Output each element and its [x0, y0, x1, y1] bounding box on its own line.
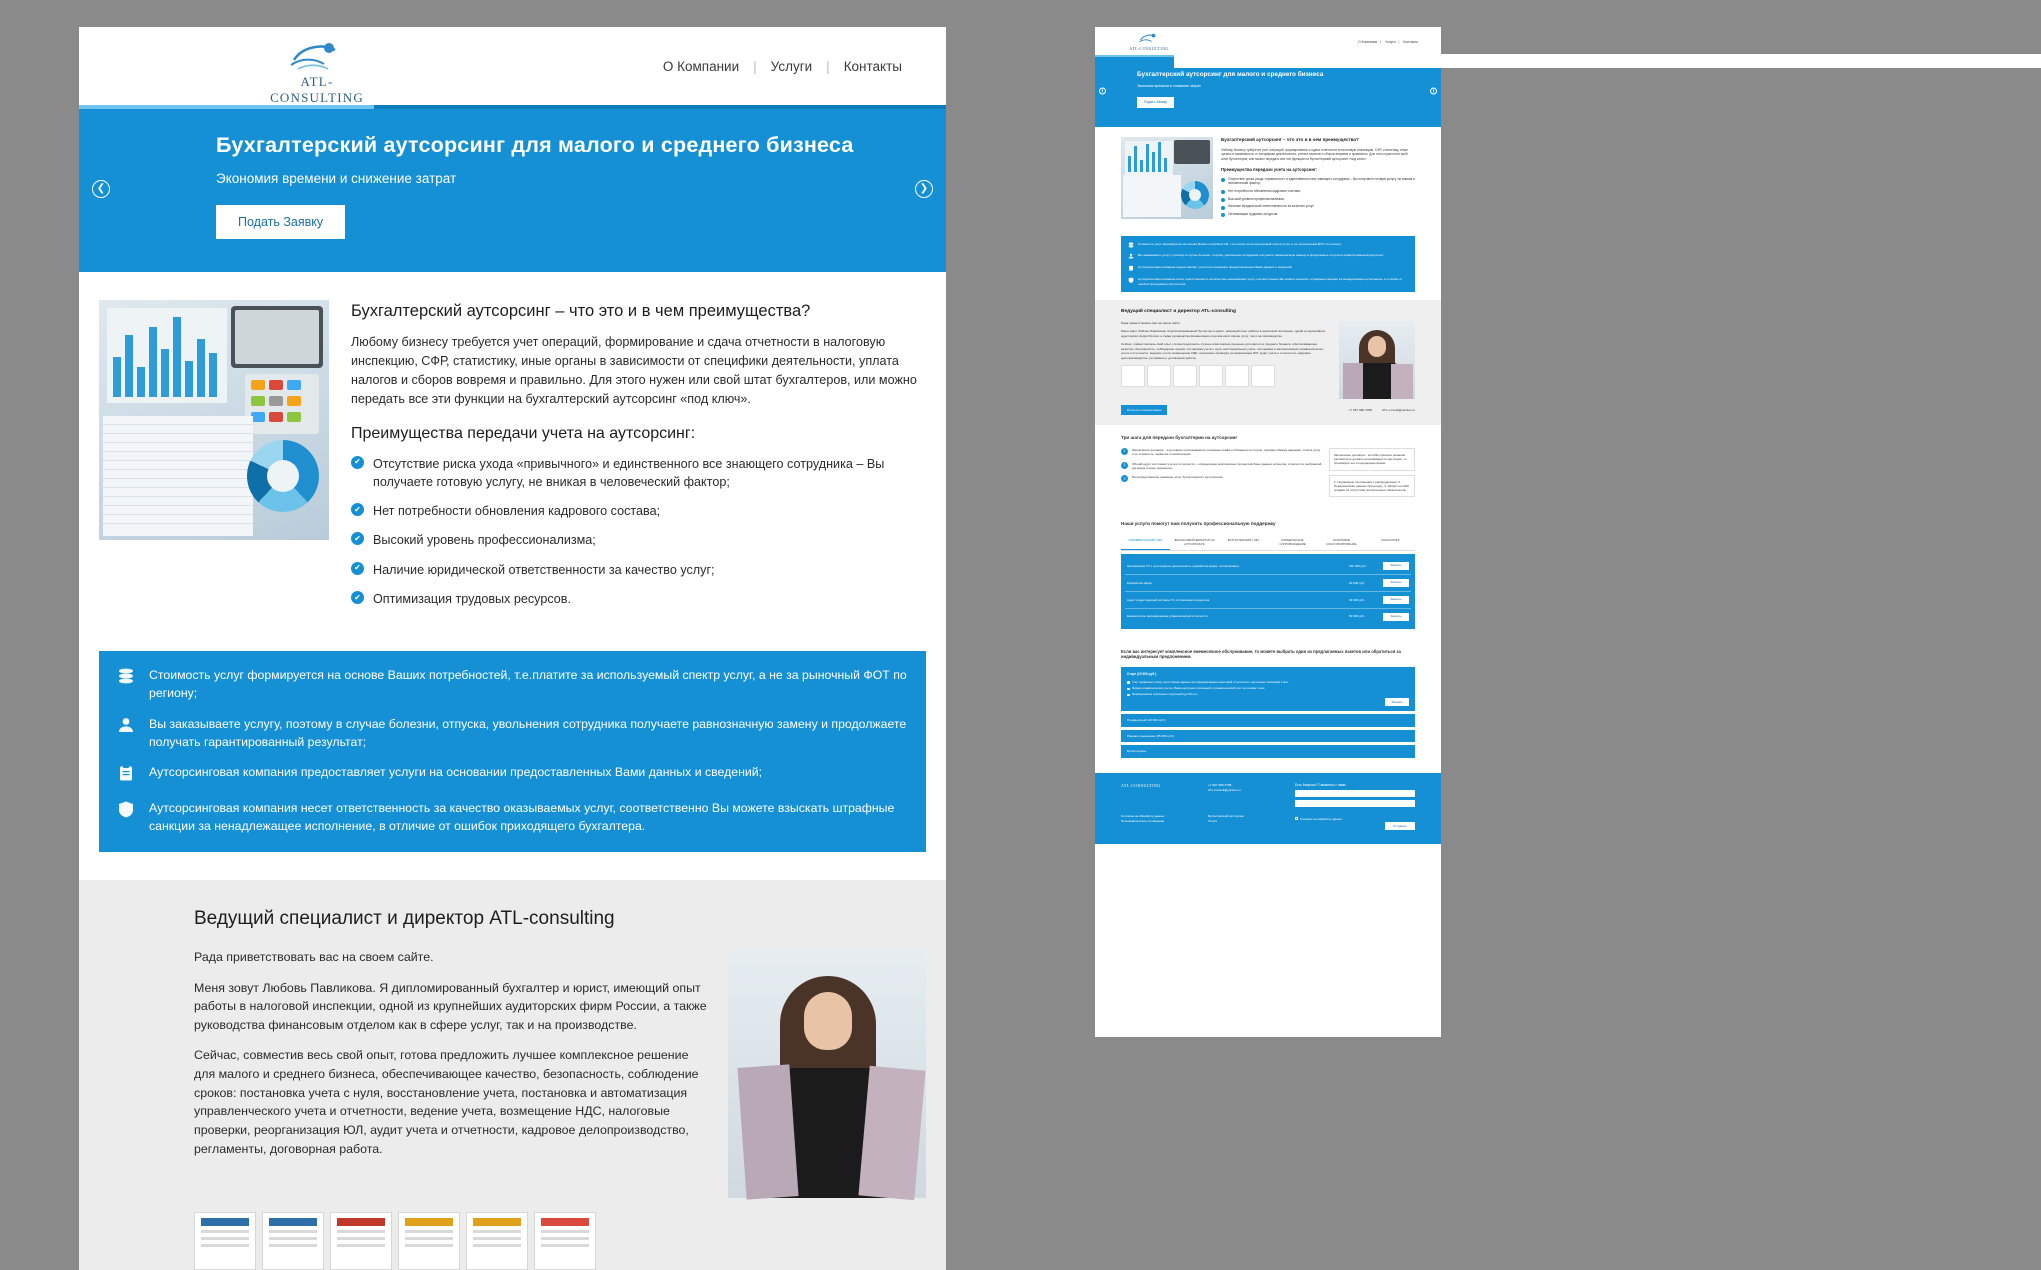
- nav-separator: |: [826, 58, 830, 74]
- step-card: 1. Подписание соглашения о распределении; 2. Передача базы данных бухгалтеру; 3. Запрос на ИНС справки об отсутствии просроченных обязательств.: [1329, 475, 1415, 498]
- clipboard-icon: [1128, 265, 1134, 273]
- thumb-carousel-next-icon[interactable]: ❯: [1430, 88, 1437, 95]
- tablet-shape: [231, 306, 323, 368]
- package-collapsed[interactable]: Бухгалтерия+: [1121, 745, 1415, 757]
- certificate-thumb[interactable]: [1173, 365, 1197, 387]
- list-item: ✔ Нет потребности обновления кадрового состава;: [351, 502, 926, 520]
- certificate-thumb[interactable]: [262, 1212, 324, 1270]
- wave-logo-icon: [288, 41, 346, 71]
- specialist-heading: Ведущий специалист и директор ATL-consulting: [194, 908, 615, 930]
- thumb-about-section: [1095, 127, 1441, 230]
- list-item: Отсутствие риска ухода «привычного» и единственного все знающего сотрудника – Вы получаете готовую услугу, не вникая в человеческий фактор;: [1221, 177, 1415, 186]
- desktop-preview: [79, 27, 946, 1156]
- services-table: [1121, 554, 1415, 629]
- footer-link-privacy[interactable]: Согласие на обработку данных: [1121, 814, 1165, 819]
- advantage-row: [117, 716, 908, 752]
- thumb-packages-section: [1095, 639, 1441, 773]
- table-row: [1125, 558, 1411, 575]
- certificate-thumb[interactable]: [398, 1212, 460, 1270]
- clipboard-icon: [117, 764, 137, 787]
- step-text: Непосредственное оказание услуг бухгалтерского аутсорсинга.: [1132, 475, 1224, 480]
- certificate-thumb[interactable]: [1225, 365, 1249, 387]
- advantage-text: Аутсорсинговая компания несет ответственность за качество оказываемых услуг, соответственно Вы можете взыскать штрафные санкции за ненадлежащее исполнение, в отличие от ошибок приходящего бухгалтера.: [149, 801, 895, 834]
- hero-title: Бухгалтерский аутсорсинг для малого и среднего бизнеса: [216, 133, 854, 157]
- advantage-text: Аутсорсинговая компания несет ответственность за качество оказываемых услуг, соответственно Вы можете взыскать штрафные санкции за ненадлежащее исполнение, в отличие от ошибок приходящего бухгалтера.: [1138, 277, 1403, 286]
- footer-link-outsourcing[interactable]: Бухгалтерский аутсорсинг: [1208, 814, 1245, 819]
- thumb-benefits-heading: Преимущества передачи учета на аутсорсинг:: [1221, 166, 1318, 172]
- tab-tax-consulting[interactable]: НАЛОГОВОЕ КОНСУЛЬТИРОВАНИЕ: [1326, 537, 1357, 546]
- package-line: Форма управленческих учета с Вами настроен платежный и управленческий учет на основе 1 мес.: [1127, 686, 1409, 690]
- benefits-heading: Преимущества передачи учета на аутсорсинг:: [351, 424, 696, 442]
- services-tabs: [1121, 534, 1415, 551]
- step-text: Общий аудит состояния учета и отчетности – определение комплексных процессов базы данных клиентов, отчетности, выбранной договора и иные документы.: [1132, 461, 1322, 471]
- advantage-text: Вы заказываете услугу, поэтому в случае болезни, отпуска, увольнения сотрудника получаете равнозначную замену и продолжаете получать гарантированный результат;: [1138, 253, 1384, 258]
- thumb-hero-cta-button[interactable]: Подать Заявку: [1137, 97, 1174, 108]
- footer-link-terms[interactable]: Пользовательское соглашение: [1121, 819, 1165, 824]
- footer-phone[interactable]: +7 967 980 3788: [1208, 782, 1232, 787]
- certificate-thumb[interactable]: [534, 1212, 596, 1270]
- service-name: Ежемесячное формирование управленческой отчетности: [1127, 614, 1208, 619]
- certificate-thumb[interactable]: [466, 1212, 528, 1270]
- specialist-paragraph: Сейчас, совместив весь свой опыт, готова предложить лучшее комплексное решение для малого и среднего бизнеса, обеспечивающее качество, безопасность, соблюдение сроков: постановка учета с нуля, восстановление учета, постановка и автоматизация управленческого учета и отчетности, ведение учета, возмещение НДС, налоговые проверки, реорганизация ЮЛ, аудит учета и отчетности, кадровое делопроизводство, регламенты, договорная работа.: [194, 1048, 699, 1156]
- consultation-button[interactable]: Получить консультацию: [1121, 405, 1167, 415]
- thumb-nav: О Компании | Услуги | Контакты: [1355, 40, 1421, 45]
- specialist-paragraph: Меня зовут Любовь Павликова. Я дипломированный бухгалтер и юрист, имеющий опыт работы в налоговой инспекции, одной из крупнейших аудиторских фирм России, а также руководства финансовым отделом как в сфере услуг, так и на производстве.: [194, 980, 707, 1032]
- hero-banner: [79, 105, 946, 272]
- advantage-row: [117, 800, 908, 836]
- advantage-text: Аутсорсинговая компания предоставляет услуги на основании предоставленных Вами данных и сведений;: [1138, 265, 1293, 270]
- footer-link-services[interactable]: Услуги: [1208, 819, 1218, 824]
- tab-bookkeeping[interactable]: БУХГАЛТЕРСКИЙ УЧЁТ: [1227, 537, 1260, 542]
- package-line: Формирование платежных поручений (до 50 шт.): [1127, 692, 1409, 696]
- tab-cfo-outsourcing[interactable]: ФИНАНСОВЫЙ ДИРЕКТОР НА АУТСОРСИНГЕ: [1174, 537, 1215, 546]
- service-price: 150 000 руб.: [1349, 563, 1367, 568]
- table-row: [1125, 592, 1411, 609]
- specialist-photo: [728, 948, 926, 1198]
- nav-item-about[interactable]: О Компании: [662, 58, 740, 74]
- certificates-gallery: [99, 1198, 926, 1270]
- user-icon: [117, 716, 137, 739]
- certificate-thumb[interactable]: [1199, 365, 1223, 387]
- certificate-thumb[interactable]: [1121, 365, 1145, 387]
- step-number: 1: [1121, 448, 1128, 455]
- finance-photo: [99, 300, 329, 540]
- spreadsheet-shape: [103, 416, 253, 536]
- fullpage-thumbnail: [1095, 27, 1441, 1037]
- thumb-about-heading: Бухгалтерский аутсорсинг – что это и в чем преимущества?: [1221, 137, 1359, 142]
- consent-label: Согласие на обработку данных: [1300, 817, 1343, 822]
- advantage-text: Вы заказываете услугу, поэтому в случае болезни, отпуска, увольнения сотрудника получаете равнозначную замену и продолжаете получать гарантированный результат;: [149, 716, 907, 749]
- list-item: Высокий уровень профессионализма;: [1221, 197, 1415, 202]
- about-image-column: [99, 300, 329, 619]
- thumb-nav-item-about[interactable]: О Компании: [1358, 40, 1378, 44]
- coins-icon: [117, 667, 137, 690]
- thumb-hero-title: Бухгалтерский аутсорсинг для малого и среднего бизнеса: [1137, 71, 1324, 78]
- thumb-about-paragraph: Любому бизнесу требуется учет операций, формирование и сдача отчетности в налоговую инспекцию, СФР, статистику, иные органы в зависимости от специфики деятельности, уплата налогов и сборов вовремя и правильно. Для этого нужен или свой штат бухгалтеров, или можно передать все эти функции на бухгалтерский аутсорсинг «под ключ».: [1221, 147, 1408, 161]
- specialist-section: [79, 880, 946, 1270]
- thumb-footer: [1095, 773, 1441, 844]
- step-card: Заключение договора – если Вы приняли решение рассмотреть договор на возможность прочтения, то производит его в подходящее время.: [1329, 448, 1415, 471]
- consent-checkbox[interactable]: [1295, 817, 1298, 820]
- footer-email[interactable]: ATL-consult@yandex.ru: [1208, 787, 1242, 792]
- package-card: [1121, 667, 1415, 711]
- advantage-text: Стоимость услуг формируется на основе Ваших потребностей, т.е.платите за используемый спектр услуг, а не за рыночный ФОТ по региону;: [1138, 241, 1342, 246]
- package-collapsed[interactable]: Продвинутый (40 000 руб.): [1121, 714, 1415, 726]
- phone-label[interactable]: +7 967 980 3788: [1348, 407, 1372, 412]
- thumb-specialist-section: [1095, 300, 1441, 425]
- services-heading: Наши услуги помогут вам получить профессиональную поддержку: [1121, 521, 1276, 527]
- certificate-thumb[interactable]: [1147, 365, 1171, 387]
- tab-management-accounting[interactable]: УПРАВЛЕНЧЕСКИЙ УЧЁТ: [1121, 534, 1170, 550]
- service-price: 50 000 руб.: [1349, 614, 1365, 619]
- tab-consulting[interactable]: КОНСАЛТИНГ: [1381, 537, 1400, 542]
- certificate-thumb[interactable]: [330, 1212, 392, 1270]
- thumb-carousel-prev-icon[interactable]: ❮: [1099, 88, 1106, 95]
- advantages-panel: [99, 651, 926, 852]
- table-row: [1125, 609, 1411, 625]
- certificate-thumb[interactable]: [1251, 365, 1275, 387]
- nav-item-services[interactable]: Услуги: [770, 58, 813, 74]
- service-name: Организация УУ с нуля (анализ деятельности, разработка форм, тестирование): [1127, 563, 1239, 568]
- package-collapsed[interactable]: Разовое изменение (65 000 руб.): [1121, 730, 1415, 742]
- coins-icon: [1128, 242, 1134, 250]
- steps-heading: Три шага для передачи бухгалтерии на аутсорсинг: [1121, 435, 1238, 441]
- thumb-specialist-paragraph: Меня зовут Любовь Павликова. Я дипломированный бухгалтер и юрист, имеющий опыт работы в налоговой инспекции, одной из крупнейших аудиторских фирм России, а также руководства финансовым отделом как в сфере услуг, так и на производстве.: [1121, 329, 1326, 338]
- thumb-header: [1095, 27, 1441, 55]
- list-item: Наличие юридической ответственности за качество услуг;: [1221, 204, 1415, 209]
- carousel-next-icon[interactable]: ❯: [915, 180, 933, 198]
- specialist-paragraph: Рада приветствовать вас на своем сайте.: [194, 950, 434, 965]
- thumb-specialist-heading: Ведущий специалист и директор ATL-consulting: [1121, 308, 1236, 314]
- footer-logo-text: ATL-CONSULTING: [1121, 782, 1161, 788]
- about-text-column: [351, 300, 926, 619]
- advantage-row: [117, 764, 908, 787]
- service-name: Аудит существующей системы УУ, оптимизация процессов: [1127, 597, 1210, 602]
- order-button[interactable]: Заказать: [1383, 579, 1409, 587]
- shield-icon: [117, 800, 137, 823]
- nav-item-contacts[interactable]: Контакты: [843, 58, 902, 74]
- thumb-specialist-photo: [1339, 321, 1415, 399]
- packages-lead: Если вас интересует комплексное ежемесячное обслуживание, то можете выбрать один из предлагаемых пакетов или обратиться за индивидуальным предложением.: [1121, 648, 1401, 660]
- table-row: [1125, 575, 1411, 592]
- footer-form-title: Есть Вопросы? Свяжитесь с нами:: [1295, 782, 1347, 787]
- thumb-advantages-panel: [1121, 236, 1415, 292]
- calculator-shape: [245, 374, 319, 434]
- about-heading: Бухгалтерский аутсорсинг – что это и в чем преимущества?: [351, 302, 811, 320]
- step-number: 2: [1121, 462, 1128, 469]
- footer-phone-input[interactable]: [1295, 800, 1415, 807]
- bar-chart-shape: [107, 308, 227, 403]
- thumb-finance-photo: [1121, 137, 1213, 219]
- about-paragraph: Любому бизнесу требуется учет операций, формирование и сдача отчетности в налоговую инспекцию, СФР, статистику, иные органы в зависимости от специфики деятельности, уплата налогов и сборов вовремя и правильно. Для этого нужен или свой штат бухгалтеров, или можно передать все эти функции на бухгалтерский аутсорсинг «под ключ».: [351, 335, 917, 406]
- nav-separator: |: [753, 58, 757, 74]
- logo[interactable]: [257, 41, 377, 106]
- hero-cta-button[interactable]: Подать Заявку: [216, 205, 345, 239]
- hero-progress-bar: [79, 105, 946, 109]
- list-item: ✔ Оптимизация трудовых ресурсов.: [351, 590, 926, 608]
- certificate-thumb[interactable]: [194, 1212, 256, 1270]
- logo-text: ATL-CONSULTING: [270, 74, 364, 105]
- step-text: Заключение договора – в договоре прописываются основные права и обязанности сторон, порядок обмена данными, список услуг и их стоимость, гарантии и компенсации.: [1132, 448, 1321, 457]
- list-item: Оптимизация трудовых ресурсов.: [1221, 212, 1415, 217]
- footer-name-input[interactable]: [1295, 790, 1415, 797]
- service-name: Разработка форм: [1127, 580, 1152, 585]
- order-button[interactable]: Заказать: [1383, 562, 1409, 570]
- shield-icon: [1128, 277, 1134, 286]
- main-nav: [649, 59, 916, 74]
- thumb-services-section: [1095, 511, 1441, 638]
- thumb-specialist-paragraph: Рада приветствовать вас на своем сайте.: [1121, 320, 1181, 325]
- list-item: ✔ Отсутствие риска ухода «привычного» и единственного все знающего сотрудника – Вы получаете готовую услугу, не вникая в человеческий фактор;: [351, 455, 926, 492]
- thumb-benefits-list: [1221, 177, 1415, 217]
- thumb-certificates-gallery: [1121, 365, 1331, 387]
- list-item: ✔ Высокий уровень профессионализма;: [351, 531, 926, 549]
- step-number: 3: [1121, 475, 1128, 482]
- thumb-hero-subtitle: Экономия времени и снижение затрат: [1137, 84, 1201, 89]
- thumb-logo-text: ATL-CONSULTING: [1129, 45, 1169, 51]
- service-price: 20 000 руб.: [1349, 580, 1365, 585]
- hero-subtitle: Экономия времени и снижение затрат: [216, 171, 457, 186]
- list-item: Нет потребности обновления кадрового состава;: [1221, 189, 1415, 194]
- advantage-row: [117, 667, 908, 703]
- package-title: Старт (20 000 руб.): [1127, 672, 1157, 677]
- footer-message-input[interactable]: [1174, 54, 2041, 68]
- user-icon: [1128, 253, 1134, 261]
- email-label[interactable]: ATL-consult@yandex.ru: [1381, 407, 1415, 412]
- advantage-text: Аутсорсинговая компания предоставляет услуги на основании предоставленных Вами данных и сведений;: [149, 765, 763, 780]
- list-item: ✔ Наличие юридической ответственности за качество услуг;: [351, 561, 926, 579]
- advantage-text: Стоимость услуг формируется на основе Ваших потребностей, т.е.платите за используемый спектр услуг, а не за рыночный ФОТ по региону;: [149, 668, 907, 700]
- service-price: 30 000 руб.: [1349, 597, 1365, 602]
- site-header: [79, 27, 946, 105]
- donut-chart-shape: [247, 440, 319, 512]
- thumb-steps-section: [1095, 425, 1441, 511]
- about-section: [79, 272, 946, 641]
- order-button[interactable]: Заказать: [1383, 613, 1409, 621]
- thumb-nav-item-services[interactable]: Услуги: [1385, 40, 1396, 44]
- benefits-list: [351, 455, 926, 609]
- footer-submit-button[interactable]: Отправить: [1385, 822, 1415, 830]
- package-order-button[interactable]: Заказать: [1385, 698, 1409, 706]
- tab-legal-support[interactable]: ЮРИДИЧЕСКОЕ СОПРОВОЖДЕНИЕ: [1279, 537, 1306, 546]
- thumb-specialist-paragraph: Сейчас, совместив весь свой опыт, готова предложить лучшее комплексное решение для малого и среднего бизнеса, обеспечивающее качество, безопасность, соблюдение сроков: постановка учета с нуля, восстановление учета, постановка и автоматизация управленческого учета и отчетности, ведение учета, возмещение НДС, налоговые проверки, реорганизация ЮЛ, аудит учета и отчетности, кадровое делопроизводство, регламенты, договорная работа.: [1121, 342, 1324, 360]
- order-button[interactable]: Заказать: [1383, 596, 1409, 604]
- package-line: Учет первичных (сбор, регистрация данных для формирования налоговой отчетности и налоговых платежей) 1 мес.: [1127, 680, 1409, 684]
- carousel-prev-icon[interactable]: ❮: [92, 180, 110, 198]
- thumb-nav-item-contacts[interactable]: Контакты: [1403, 40, 1418, 44]
- thumb-logo[interactable]: [1123, 33, 1175, 52]
